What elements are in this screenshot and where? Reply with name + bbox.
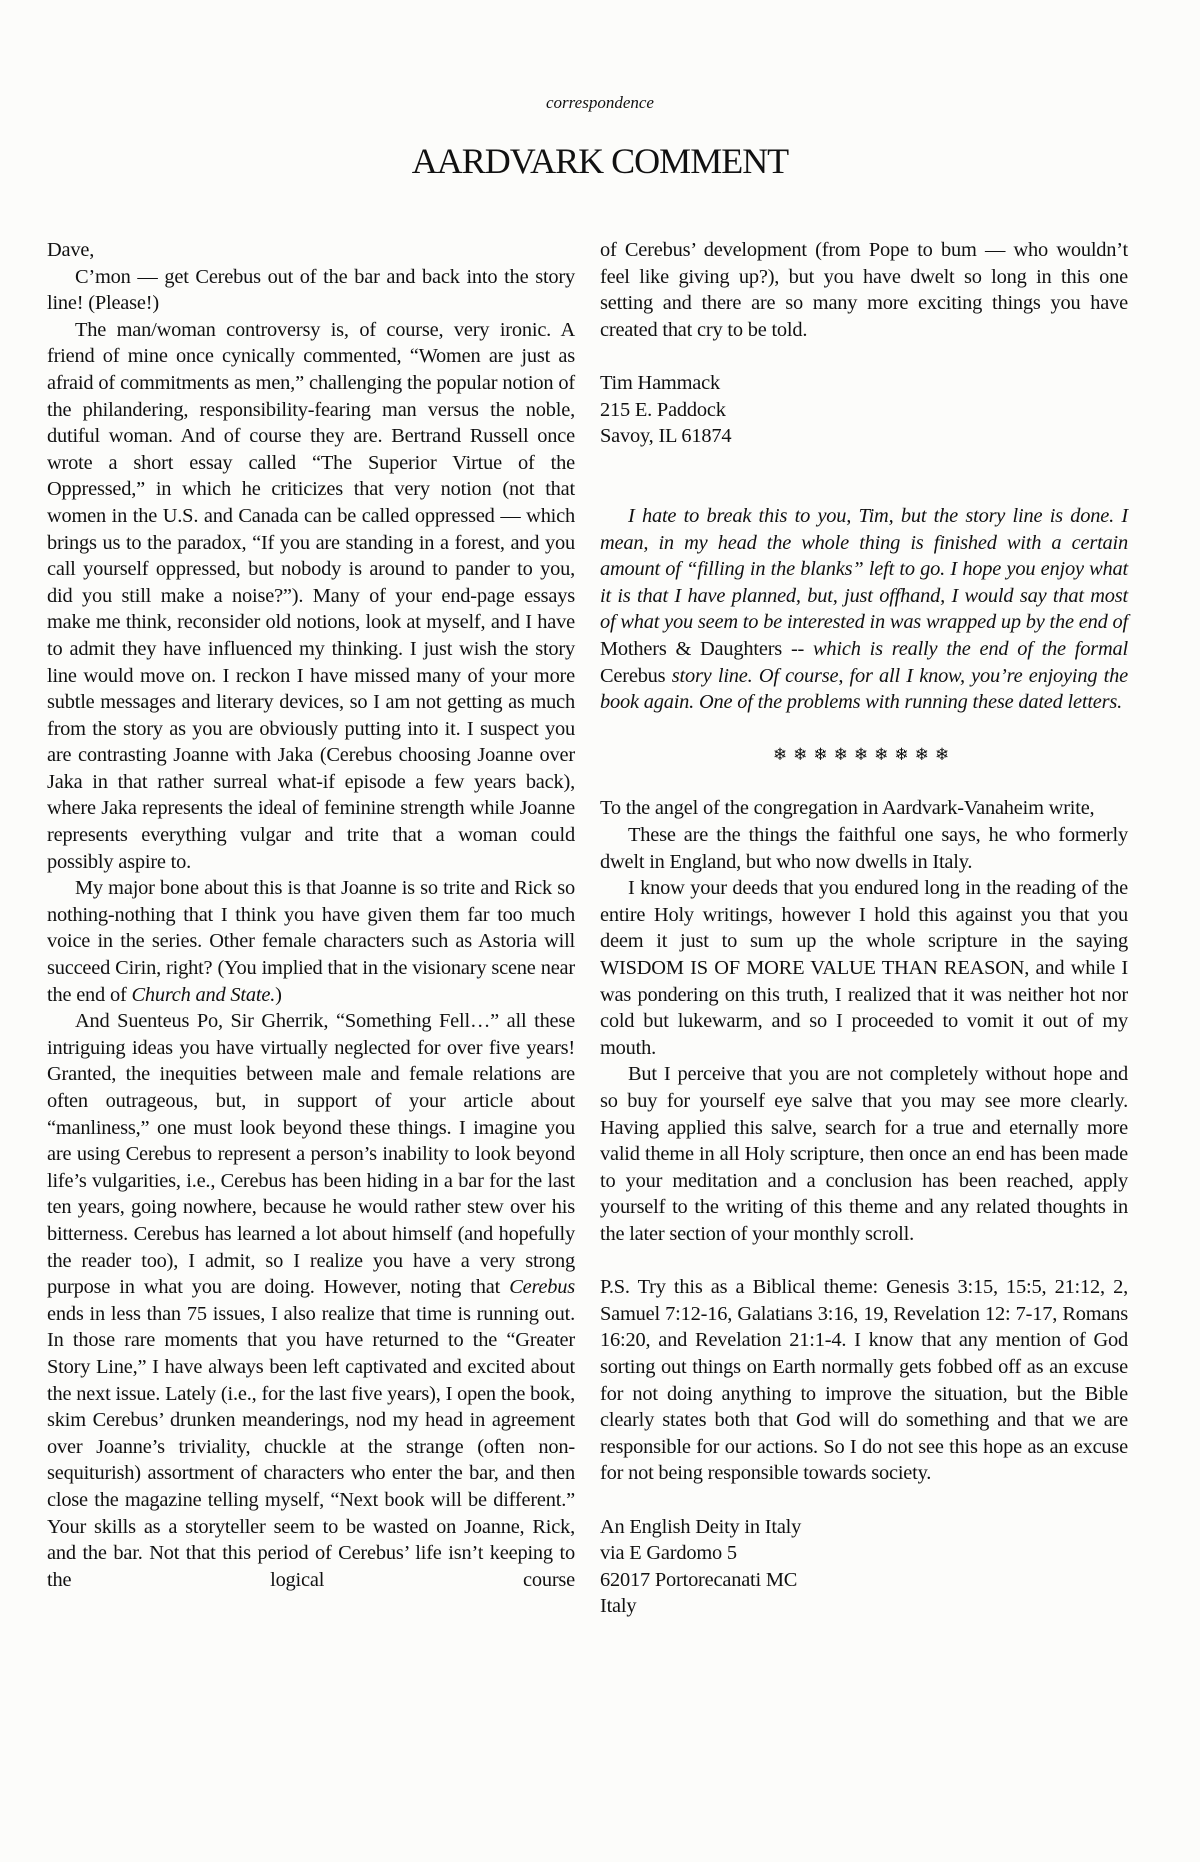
- paragraph: [47, 317, 575, 875]
- text-run: Cerebus: [600, 664, 666, 687]
- paragraph: [47, 875, 575, 1008]
- signature-line: Italy: [600, 1595, 637, 1618]
- left-column: [47, 237, 575, 1593]
- page-title: AARDVARK COMMENT: [411, 141, 789, 181]
- text-run: These are the things the faithful one says, he who formerly dwelt in England, but who now dwells in Italy.: [600, 824, 1128, 873]
- text-run: Church and State.: [131, 983, 276, 1006]
- editor-reply: [600, 503, 1128, 716]
- text-run: ends in less than 75 issues, I also realize that time is running out. In those rare moments that you have returned to the “Greater Story Line,” I have always been left captivated and excited about the next issue. Lately (i.e., for the last five years), I open the book, skim Cerebus’ drunken meanderings, nod my head in agreement over Joanne’s triviality, chuckle at the strange (often non-sequiturish) assortment of characters who enter the bar, and then close the magazine telling myself, “Next book will be different.” Your skills as a storyteller seem to be wasted on Joanne, Rick, and the bar. Not that this period of Cerebus’ life isn’t keeping to the logical course: [47, 1302, 575, 1591]
- signature-line: An English Deity in Italy: [600, 1515, 802, 1538]
- right-column: [600, 237, 1128, 1620]
- letter1-body-continued: [600, 237, 1128, 343]
- letter1-body: [47, 264, 575, 1594]
- text-run: My major bone about this is that Joanne is so trite and Rick so nothing-nothing that I think you have given them far too much voice in the series. Other female characters such as Astoria will succeed Cirin, right? (You implied that in the visionary scene near the end of: [47, 877, 575, 1006]
- letter1-signature: [600, 370, 1128, 450]
- text-run: of Cerebus’ development (from Pope to bum — who wouldn’t feel like giving up?), but you have dwelt so long in this one setting and there are so many more exciting things you have created that cry to be told.: [600, 239, 1128, 341]
- text-run: I know your deeds that you endured long in the reading of the entire Holy writings, however I hold this against you that you deem it just to sum up the whole scripture in the saying WISDOM IS OF MORE VALUE THAN REASON, and while I was pondering on this truth, I realized that it was neither hot nor cold but lukewarm, and so I proceeded to vomit it out of my mouth.: [600, 877, 1128, 1059]
- signature-line: via E Gardomo 5: [600, 1542, 737, 1565]
- letter2-ps: P.S. Try this as a Biblical theme: Genesis 3:15, 15:5, 21:12, 2, Samuel 7:12-16, Galatians 3:16, 19, Revelation 12: 7-17, Romans 16:20, and Revelation 21:1-4. I know that any mention of God sorting out things on Earth normally gets fobbed off as an excuse for not doing anything to improve the situation, but the Bible clearly states both that God will do something and that we are responsible for our actions. So I do not see this hope as an excuse for not being responsible towards society.: [600, 1276, 1128, 1485]
- signature-line: 215 E. Paddock: [600, 398, 726, 421]
- signature-line: Savoy, IL 61874: [600, 425, 732, 448]
- paragraph: [600, 1061, 1128, 1247]
- paragraph: [600, 875, 1128, 1061]
- text-run: But I perceive that you are not completely without hope and so buy for yourself eye salve that you may see more clearly. Having applied this salve, search for a true and eternally more valid theme in all Holy scripture, then once an end has been made to your meditation and a conclusion has been reached, apply yourself to the writing of this theme and any related thoughts in the later section of your monthly scroll.: [600, 1063, 1128, 1245]
- paragraph: [47, 264, 575, 317]
- text-run: I hate to break this to you, Tim, but the story line is done. I mean, in my head the whole thing is finished with a certain amount of “filling in the blanks” left to go. I hope you enjoy what it is that I have planned, but, just offhand, I would say that most of what you seem to be interested in was wrapped up by the end of: [600, 504, 1128, 634]
- letter2-salutation: To the angel of the congregation in Aardvark-Vanaheim write,: [600, 797, 1095, 820]
- section-label: correspondence: [546, 93, 654, 112]
- signature-line: Tim Hammack: [600, 371, 720, 394]
- letter2-signature: [600, 1514, 1128, 1620]
- text-run: C’mon — get Cerebus out of the bar and back into the story line! (Please!): [47, 265, 575, 315]
- text-run: Mothers & Daughters: [600, 637, 783, 660]
- paragraph: [47, 1008, 575, 1593]
- text-run: ): [275, 983, 282, 1006]
- text-run: The man/woman controversy is, of course, very ironic. A friend of mine once cynically commented, “Women are just as afraid of commitments as men,” challenging the popular notion of the philandering, responsibility-fearing man versus the noble, dutiful woman. And of course they are. Bertrand Russell once wrote a short essay called “The Superior Virtue of the Oppressed,” in which he criticizes that very notion (not that women in the U.S. and Canada can be called oppressed — which brings us to the paradox, “If you are standing in a forest, and you call yourself oppressed, but nobody is around to pander to you, did you still make a noise?”). Many of your end-page essays make me think, reconsider old notions, look at myself, and I have to admit they have influenced my thinking. I just wish the story line would move on. I reckon I have missed many of your more subtle messages and literary devices, so I am not getting as much from the story as you are obviously putting into it. I suspect you are contrasting Joanne with Jaka (Cerebus choosing Joanne over Jaka in that rather surreal what-if episode a few years back), where Jaka represents the ideal of feminine strength while Joanne represents everything vulgar and trite that a woman could possibly aspire to.: [47, 318, 575, 873]
- text-run: And Suenteus Po, Sir Gherrik, “Something Fell…” all these intriguing ideas you have virtually neglected for over five years! Granted, the inequities between male and female relations are often outrageous, but, in support of your article about “manliness,” one must look beyond these things. I imagine you are using Cerebus to represent a person’s inability to look beyond life’s vulgarities, i.e., Cerebus has been hiding in a bar for the last ten years, going nowhere, because he would rather stew over his bitterness. Cerebus has learned a lot about himself (and hopefully the reader too), I admit, so I realize you have a very strong purpose in what you are doing. However, noting that: [47, 1010, 575, 1299]
- letter1-salutation: Dave,: [47, 239, 95, 261]
- section-divider: ❄❄❄❄❄❄❄❄❄: [772, 745, 956, 765]
- paragraph: [600, 822, 1128, 875]
- text-run: story line. Of course, for all I know, you’re enjoying the book again. One of the problems with running these dated letters.: [600, 664, 1128, 714]
- text-run: -- which is really the end of the formal: [782, 637, 1128, 660]
- text-run: Cerebus: [509, 1276, 575, 1299]
- letter2-body: [600, 822, 1128, 1248]
- signature-line: 62017 Portorecanati MC: [600, 1568, 798, 1591]
